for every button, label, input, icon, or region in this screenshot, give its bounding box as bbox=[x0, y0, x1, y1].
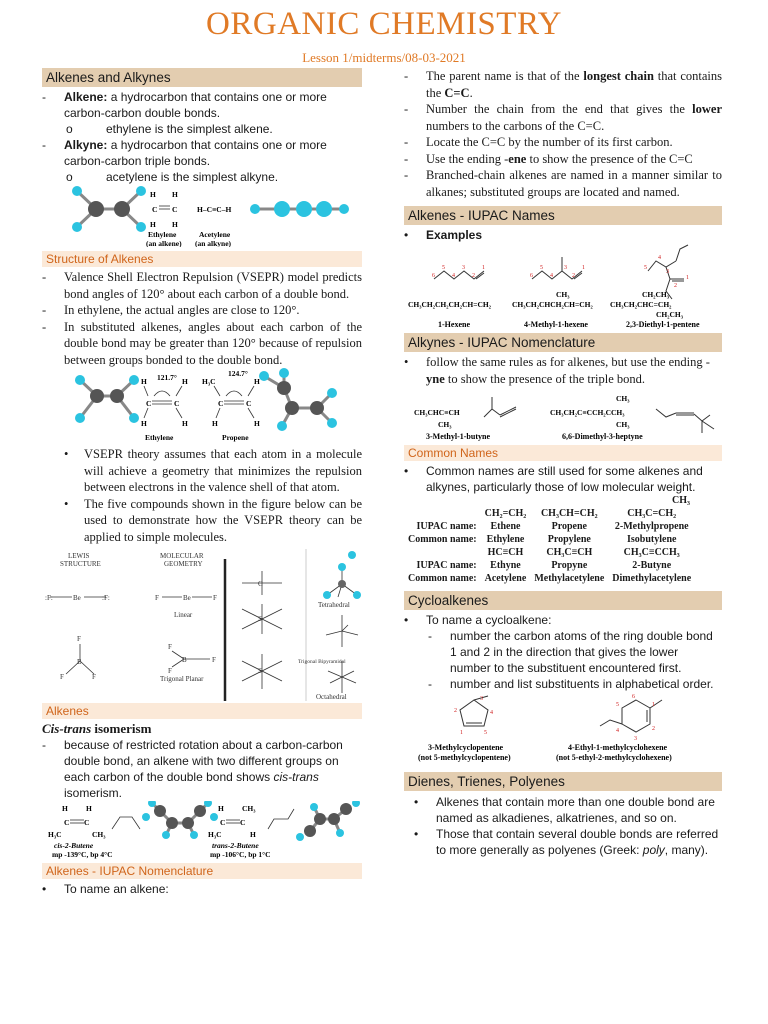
svg-text:C: C bbox=[240, 818, 246, 827]
structure-bullet: - In ethylene, the actual angles are close to 120°. bbox=[42, 303, 300, 317]
section-header-dienes: Dienes, Trienes, Polyenes bbox=[404, 772, 722, 791]
section-header-alkenes-alkynes: Alkenes and Alkynes bbox=[42, 68, 362, 87]
svg-text:6: 6 bbox=[632, 694, 635, 700]
ethylene-acetylene-figure bbox=[42, 185, 362, 247]
common-names-ch3: CH₃ bbox=[672, 495, 690, 506]
svg-text:H: H bbox=[182, 377, 188, 386]
svg-text:MOLECULAR: MOLECULAR bbox=[160, 552, 204, 560]
svg-text:H: H bbox=[254, 419, 260, 428]
svg-text:F: F bbox=[92, 673, 96, 681]
svg-text:C: C bbox=[84, 818, 90, 827]
section-header-structure: Structure of Alkenes bbox=[42, 251, 362, 267]
svg-text:4: 4 bbox=[490, 710, 493, 716]
svg-text:H₃C: H₃C bbox=[202, 377, 216, 386]
section-header-alkynes-iupac: Alkynes - IUPAC Nomenclature bbox=[404, 333, 722, 352]
diethylpentene-name: 2,3-Diethyl-1-pentene bbox=[626, 320, 700, 329]
svg-text:5: 5 bbox=[484, 730, 487, 736]
svg-text:3: 3 bbox=[666, 269, 669, 275]
table-row: IUPAC name: Ethyne Propyne 2-Butyne bbox=[416, 560, 672, 571]
dienes-bullet: • Alkenes that contain more than one double bond are named as alkadienes, alkatrienes, and so on. bbox=[414, 795, 715, 825]
svg-text:(not 5-methylcyclopentene): (not 5-methylcyclopentene) bbox=[418, 753, 511, 762]
svg-text:3: 3 bbox=[480, 696, 483, 702]
svg-text:2: 2 bbox=[454, 708, 457, 714]
svg-text:C: C bbox=[64, 818, 70, 827]
angle-124-label: 124.7° bbox=[228, 369, 248, 378]
svg-text:3: 3 bbox=[634, 736, 637, 742]
alkene-definition: - Alkene: a hydrocarbon that contains one or more carbon-carbon double bonds. bbox=[42, 90, 327, 120]
alkyne-definition: - Alkyne: a hydrocarbon that contains one or more carbon-carbon triple bonds. bbox=[42, 138, 327, 168]
svg-text:H: H bbox=[218, 804, 224, 813]
svg-text:CH₃: CH₃ bbox=[616, 394, 630, 403]
svg-text::F:: :F: bbox=[102, 594, 110, 602]
acetylene-label: Acetylene bbox=[199, 230, 231, 239]
svg-text:S: S bbox=[258, 615, 262, 623]
methylcyclopentene-name: 3-Methylcyclopentene bbox=[428, 743, 504, 752]
svg-text:CH₃: CH₃ bbox=[438, 420, 452, 429]
svg-text:4: 4 bbox=[616, 728, 619, 734]
svg-text:mp -139°C, bp 4°C: mp -139°C, bp 4°C bbox=[52, 850, 113, 859]
alkyne-note: o acetylene is the simplest alkyne. bbox=[66, 170, 279, 184]
svg-text:2: 2 bbox=[472, 273, 475, 279]
svg-text:S: S bbox=[258, 667, 262, 675]
methylbutyne-formula: CH₃CHC≡CH bbox=[414, 408, 460, 417]
svg-text:1: 1 bbox=[482, 265, 485, 271]
svg-text:H: H bbox=[62, 804, 68, 813]
svg-text:1: 1 bbox=[460, 730, 463, 736]
svg-text:F: F bbox=[212, 656, 216, 664]
iupac-bullet: • To name an alkene: bbox=[42, 882, 169, 896]
section-header-alkenes: Alkenes bbox=[42, 703, 362, 719]
svg-text:Linear: Linear bbox=[174, 611, 193, 619]
hexene-name: 1-Hexene bbox=[438, 320, 470, 329]
alkene-note: o ethylene is the simplest alkene. bbox=[66, 122, 273, 136]
svg-text:5: 5 bbox=[442, 265, 445, 271]
svg-text:F: F bbox=[168, 667, 172, 675]
svg-text:3: 3 bbox=[564, 265, 567, 271]
svg-text:CH₃: CH₃ bbox=[242, 804, 256, 813]
svg-text:C: C bbox=[218, 399, 224, 408]
iupac-rule: - Branched-chain alkenes are named in a manner similar to alkanes; substituted groups are located and named. bbox=[404, 168, 722, 199]
alkynes-bullet: • follow the same rules as for alkenes, but use the ending -yne to show the presence of the triple bond. bbox=[404, 355, 710, 386]
acetylene-formula: H–C≡C–H bbox=[197, 205, 232, 214]
structure-bullet: - Valence Shell Electron Repulsion (VSEPR) model predicts bond angles of 120° about each carbon of a double bond. bbox=[42, 270, 362, 301]
svg-text:1: 1 bbox=[686, 275, 689, 281]
ethylene-angle-label: Ethylene bbox=[145, 433, 174, 442]
svg-text:5: 5 bbox=[616, 702, 619, 708]
section-header-iupac-nomenclature: Alkenes - IUPAC Nomenclature bbox=[42, 863, 362, 879]
svg-text:C: C bbox=[258, 580, 263, 588]
table-row: CH₂=CH₂ CH₃CH=CH₂ CH₃C=CH₂ bbox=[484, 508, 677, 519]
table-row: Common name: Acetylene Methylacetylene Dimethylacetylene bbox=[408, 573, 692, 584]
cyclo-sub-bullet: - number the carbon atoms of the ring double bond 1 and 2 in the direction that gives the lower number to the substituent encountered first. bbox=[428, 629, 713, 675]
cycloalkene-figure bbox=[404, 692, 722, 768]
svg-text:(not 5-ethyl-2-methylcyclohexe: (not 5-ethyl-2-methylcyclohexene) bbox=[556, 753, 672, 762]
svg-text:5: 5 bbox=[644, 265, 647, 271]
svg-text:C: C bbox=[220, 818, 226, 827]
alkyne-examples-figure bbox=[404, 387, 722, 443]
svg-text:H: H bbox=[141, 419, 147, 428]
svg-text:H: H bbox=[86, 804, 92, 813]
svg-text:H: H bbox=[172, 190, 178, 199]
svg-text:mp -106°C, bp 1°C: mp -106°C, bp 1°C bbox=[210, 850, 271, 859]
svg-text:B: B bbox=[77, 658, 82, 666]
ethylene-label: Ethylene bbox=[148, 230, 177, 239]
svg-text:H: H bbox=[172, 220, 178, 229]
cis-trans-figure bbox=[42, 801, 362, 859]
common-names-bullet: • Common names are still used for some alkenes and alkynes, particularly those of low molecular weight. bbox=[404, 464, 703, 494]
svg-text:4: 4 bbox=[658, 255, 661, 261]
svg-text:F: F bbox=[155, 594, 159, 602]
svg-text:CH₂CH₃: CH₂CH₃ bbox=[656, 310, 683, 319]
svg-text:1: 1 bbox=[582, 265, 585, 271]
svg-text:5: 5 bbox=[540, 265, 543, 271]
cyclo-sub-bullet: - number and list substituents in alphabetical order. bbox=[428, 677, 714, 691]
angle-121-label: 121.7° bbox=[157, 373, 177, 382]
bond-angle-figure bbox=[42, 368, 362, 446]
iupac-rule: - Locate the C=C by the number of its first carbon. bbox=[404, 135, 673, 149]
svg-text:H: H bbox=[150, 220, 156, 229]
svg-text:F: F bbox=[168, 643, 172, 651]
methylbutyne-name: 3-Methyl-1-butyne bbox=[426, 432, 490, 441]
polyenes-bullet: • Those that contain several double bonds are referred to more generally as polyenes (Greek: poly, many). bbox=[414, 827, 719, 857]
table-row: Common name: Ethylene Propylene Isobutylene bbox=[408, 534, 677, 545]
svg-text:LEWIS: LEWIS bbox=[68, 552, 90, 560]
iupac-rule: - The parent name is that of the longest chain that contains the C=C. bbox=[404, 69, 722, 100]
svg-text:CH₂CH₃: CH₂CH₃ bbox=[642, 290, 669, 299]
svg-text:2: 2 bbox=[652, 726, 655, 732]
svg-text:(an alkyne): (an alkyne) bbox=[195, 239, 232, 247]
svg-text:CH₃: CH₃ bbox=[616, 420, 630, 429]
section-header-cycloalkenes: Cycloalkenes bbox=[404, 591, 722, 610]
trans-butene-label: trans-2-Butene bbox=[212, 841, 259, 850]
svg-text::F:: :F: bbox=[45, 594, 53, 602]
svg-text:3: 3 bbox=[462, 265, 465, 271]
cis-trans-bullet: - because of restricted rotation about a carbon-carbon double bond, an alkene with two different groups on each carbon of the double bond shows cis-trans isomerism. bbox=[42, 738, 343, 800]
svg-text:F: F bbox=[77, 635, 81, 643]
page-subtitle: Lesson 1/midterms/08-03-2021 bbox=[302, 50, 466, 65]
svg-text:2: 2 bbox=[572, 273, 575, 279]
structure-bullet: - In substituted alkenes, angles about each carbon of the double bond may be greater than 120° because of repulsion between groups bonded to the double bond. bbox=[42, 319, 362, 367]
svg-text:Trigonal Planar: Trigonal Planar bbox=[160, 675, 204, 683]
ethylmethylcyclohexene-name: 4-Ethyl-1-methylcyclohexene bbox=[568, 743, 668, 752]
svg-text:H: H bbox=[141, 377, 147, 386]
svg-text:(an alkene): (an alkene) bbox=[146, 239, 182, 247]
hexene-formula: CH₃CH₂CH₂CH₂CH=CH₂ bbox=[408, 300, 492, 309]
alkene-examples-figure bbox=[404, 243, 722, 329]
svg-text:STRUCTURE: STRUCTURE bbox=[60, 560, 101, 568]
svg-text:1: 1 bbox=[652, 702, 655, 708]
svg-text:Be: Be bbox=[183, 594, 191, 602]
table-row: IUPAC name: Ethene Propene 2-Methylpropene bbox=[416, 521, 689, 532]
vsepr-figure bbox=[42, 549, 362, 701]
cis-trans-heading: Cis-trans isomerism bbox=[42, 721, 152, 736]
svg-text:Tetrahedral: Tetrahedral bbox=[318, 601, 350, 609]
svg-text:6: 6 bbox=[432, 273, 435, 279]
vsepr-bullet: • VSEPR theory assumes that each atom in a molecule will achieve a geometry that minimizes the repulsion between electrons in the valence shell of that atom. bbox=[64, 447, 362, 494]
iupac-rule: - Use the ending -ene to show the presence of the C=C bbox=[404, 151, 693, 166]
svg-text:6: 6 bbox=[530, 273, 533, 279]
svg-text:CH₃: CH₃ bbox=[556, 290, 570, 299]
cyclo-bullet: • To name a cycloalkene: bbox=[404, 613, 552, 627]
svg-text:F: F bbox=[60, 673, 64, 681]
ethylene-h-label: H bbox=[150, 190, 156, 199]
svg-text:H: H bbox=[182, 419, 188, 428]
svg-text:H₃C: H₃C bbox=[208, 830, 222, 839]
svg-text:H₃C: H₃C bbox=[48, 830, 62, 839]
svg-text:C: C bbox=[172, 205, 178, 214]
svg-text:C: C bbox=[146, 399, 152, 408]
right-column bbox=[404, 68, 722, 858]
svg-text:H: H bbox=[250, 830, 256, 839]
svg-text:CH₃: CH₃ bbox=[92, 830, 106, 839]
svg-text:4: 4 bbox=[452, 273, 455, 279]
section-header-alkenes-iupac-names: Alkenes - IUPAC Names bbox=[404, 206, 722, 225]
svg-text:H: H bbox=[254, 377, 260, 386]
svg-text:C: C bbox=[246, 399, 252, 408]
diethylpentene-formula: CH₃CH₂CHC=CH₂ bbox=[610, 300, 672, 309]
propene-angle-label: Propene bbox=[222, 433, 249, 442]
vsepr-bullet: • The five compounds shown in the figure below can be used to demonstrate how the VSEPR theory can be applied to simple molecules. bbox=[64, 496, 362, 544]
common-names-table bbox=[404, 507, 695, 585]
dimethylheptyne-name: 6,6-Dimethyl-3-heptyne bbox=[562, 432, 643, 441]
svg-text:Be: Be bbox=[73, 594, 81, 602]
table-row: HC≡CH CH₃C≡CH CH₃C≡CCH₃ bbox=[487, 547, 680, 558]
svg-text:4: 4 bbox=[550, 273, 553, 279]
left-column bbox=[42, 68, 362, 897]
svg-text:Octahedral: Octahedral bbox=[316, 693, 347, 701]
methylhexene-formula: CH₃CH₂CHCH₂CH=CH₂ bbox=[512, 300, 593, 309]
section-header-common-names: Common Names bbox=[404, 445, 722, 461]
svg-text:C: C bbox=[174, 399, 180, 408]
svg-text:H: H bbox=[212, 419, 218, 428]
dimethylheptyne-formula: CH₃CH₂C≡CCH₂CCH₃ bbox=[550, 408, 625, 417]
svg-text:Trigonal Bipyramidal: Trigonal Bipyramidal bbox=[298, 659, 346, 665]
examples-bullet: • Examples bbox=[404, 228, 483, 242]
svg-text:C: C bbox=[152, 205, 158, 214]
page-title: ORGANIC CHEMISTRY bbox=[206, 6, 562, 42]
svg-text:2: 2 bbox=[674, 283, 677, 289]
iupac-rule: - Number the chain from the end that gives the lower numbers to the carbons of the C=C. bbox=[404, 102, 722, 133]
methylhexene-name: 4-Methyl-1-hexene bbox=[524, 320, 588, 329]
svg-text:B: B bbox=[182, 656, 187, 664]
svg-text:GEOMETRY: GEOMETRY bbox=[164, 560, 203, 568]
svg-text:F: F bbox=[213, 594, 217, 602]
cis-butene-label: cis-2-Butene bbox=[54, 841, 94, 850]
